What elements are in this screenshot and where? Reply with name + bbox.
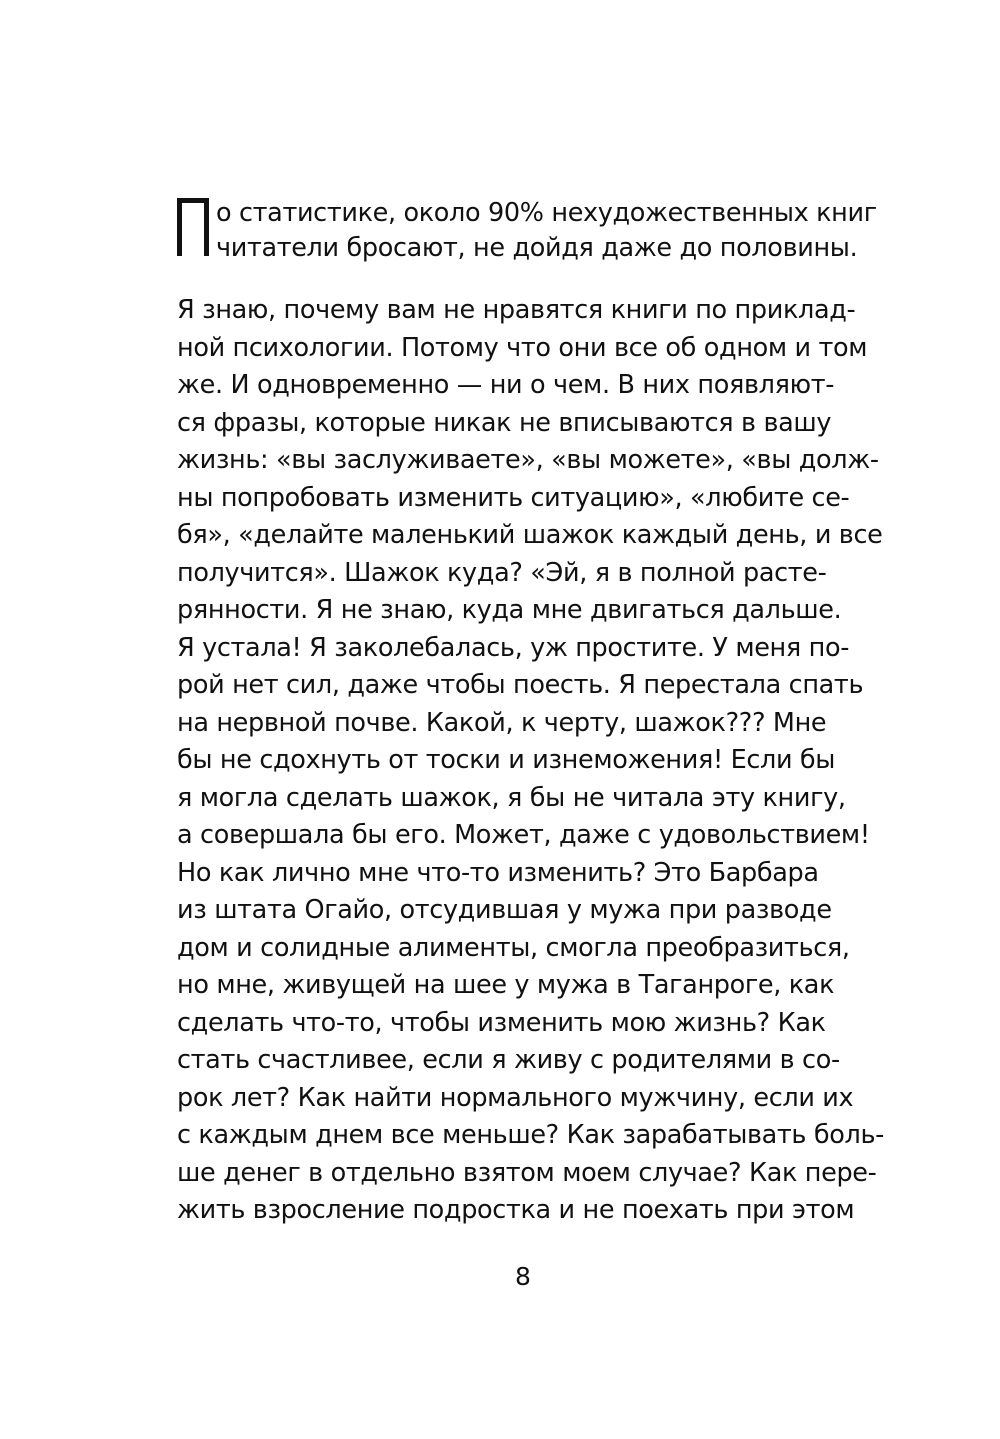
text-line: бя», «делайте маленький шажок каждый день, и все bbox=[177, 520, 883, 550]
text-line: из штата Огайо, отсудившая у мужа при разводе bbox=[177, 895, 832, 925]
text-line: жизнь: «вы заслуживаете», «вы можете», «вы долж- bbox=[177, 445, 879, 475]
text-line: рок лет? Как найти нормального мужчину, если их bbox=[177, 1082, 854, 1113]
text-line: стать счастливее, если я живу с родителями в со- bbox=[177, 1045, 840, 1075]
text-line: дом и солидные алименты, смогла преобразиться, bbox=[177, 932, 850, 963]
text-line: но мне, живущей на шее у мужа в Таганроге, как bbox=[177, 970, 835, 1000]
text-line: на нервной почве. Какой, к черту, шажок??? Мне bbox=[177, 707, 827, 738]
text-line: я могла сделать шажок, я бы не читала эту книгу, bbox=[177, 782, 846, 813]
opening-line-2: читатели бросают, не дойдя даже до половины. bbox=[216, 233, 858, 263]
opening-paragraph bbox=[177, 198, 877, 268]
text-line: ной психологии. Потому что они все об одном и том bbox=[177, 332, 868, 363]
drop-cap-letter-pe bbox=[177, 198, 209, 256]
text-line: рянности. Я не знаю, куда мне двигаться дальше. bbox=[177, 595, 842, 625]
text-line: ше денег в отдельно взятом моем случае? Как пере- bbox=[177, 1157, 877, 1188]
text-line: а совершала бы его. Может, даже с удовольствием! bbox=[177, 820, 870, 850]
text-line: Я знаю, почему вам не нравятся книги по приклад- bbox=[177, 295, 856, 325]
text-line: сделать что-то, чтобы изменить мою жизнь? Как bbox=[177, 1007, 826, 1038]
text-line: ны попробовать изменить ситуацию», «любите се- bbox=[177, 482, 850, 513]
text-line: Но как лично мне что-то изменить? Это Барбара bbox=[177, 857, 819, 888]
text-line: рой нет сил, даже чтобы поесть. Я перестала спать bbox=[177, 670, 864, 700]
text-line: жить взросление подростка и не поехать при этом bbox=[177, 1195, 855, 1225]
text-line: Я устала! Я заколебалась, уж простите. У меня по- bbox=[177, 632, 850, 663]
text-line: с каждым днем все меньше? Как зарабатывать боль- bbox=[177, 1120, 884, 1150]
text-line: бы не сдохнуть от тоски и изнеможения! Если бы bbox=[177, 745, 836, 775]
opening-line-1: о статистике, около 90% нехудожественных книг bbox=[216, 198, 877, 228]
text-line: получится». Шажок куда? «Эй, я в полной расте- bbox=[177, 557, 827, 588]
page-number: 8 bbox=[515, 1262, 531, 1291]
text-line: ся фразы, которые никак не вписываются в вашу bbox=[177, 407, 832, 438]
text-line: же. И одновременно — ни о чем. В них появляют- bbox=[177, 370, 835, 400]
